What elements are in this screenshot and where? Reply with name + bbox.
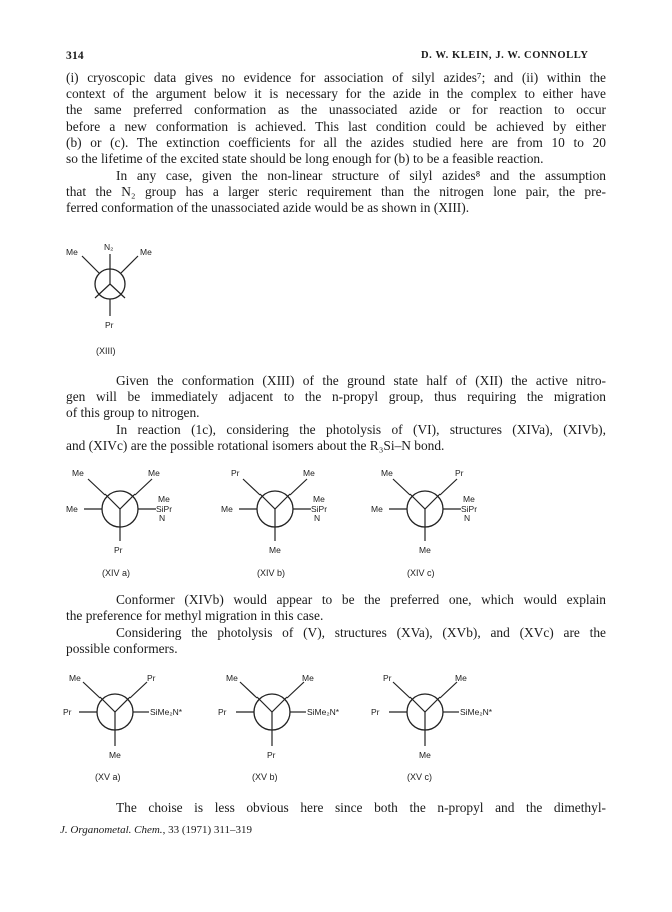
label-right: SiMe₂N* [307,707,340,717]
text-line: of this group to nitrogen. [66,405,200,421]
journal-name: J. Organometal. Chem. [60,824,163,836]
label-bottom: Me [269,545,281,555]
label-right-2: SiPr [461,504,478,514]
label-left: Pr [63,707,72,717]
paragraph-4 [66,422,606,454]
paragraph-6 [66,625,606,657]
structure-xv-b [212,672,362,787]
label-bottom: Me [419,750,431,760]
label-right-3: N [159,513,166,523]
label-left: Me [66,247,78,257]
text-line: The choise is less obvious here since both the n-propyl and the dimethyl- [116,800,606,815]
label-top-right: Me [302,673,314,683]
label-right-2: SiPr [311,504,328,514]
label-left: Me [221,504,233,514]
structure-caption: (XIV c) [407,568,435,578]
text-line: (i) cryoscopic data gives no evidence for association of silyl azides⁷; and (ii) within the [66,70,606,85]
structure-caption: (XV a) [95,772,121,782]
structure-caption: (XV b) [252,772,278,782]
running-head: D. W. KLEIN, J. W. CONNOLLY [421,50,589,61]
label-top-right: Me [303,468,315,478]
structure-caption: (XIII) [96,346,116,356]
page-number: 314 [66,50,84,62]
label-top-right: Me [455,673,467,683]
text-line: Conformer (XIVb) would appear to be the preferred one, which would explain [116,592,606,607]
text-line: In reaction (1c), considering the photolysis of (VI), structures (XIVa), (XIVb), [116,422,606,437]
label-right-3: N [314,513,321,523]
label-right: Me [140,247,152,257]
text-line: Considering the photolysis of (V), structures (XVa), (XVb), and (XVc) are the [116,625,606,640]
label-top-left: Pr [383,673,392,683]
label-bottom: Me [109,750,121,760]
journal-citation: , 33 (1971) 311–319 [162,824,252,836]
paragraph-5 [66,592,606,624]
label-top-left: Me [226,673,238,683]
label-top-left: Pr [231,468,240,478]
label-right-2: SiPr [156,504,173,514]
journal-footer [60,824,252,836]
label-bottom: Pr [267,750,276,760]
label-bottom: Pr [105,320,114,330]
text-line: Given the conformation (XIII) of the ground state half of (XII) the active nitro- [116,373,606,388]
paragraph-3 [66,373,606,422]
text-line: (b) or (c). The extinction coefficients for all the azides studied here are from 10 to 20 [66,134,606,150]
label-left: Me [371,504,383,514]
structure-xiii [60,240,180,365]
label-left: Me [66,504,78,514]
structure-xv-c [365,672,515,787]
paragraph-1 [66,70,606,167]
label-right: SiMe₂N* [150,707,183,717]
paragraph-7 [66,800,606,816]
label-bottom: Me [419,545,431,555]
text-line: that the N₂ group has a larger steric requirement than the nitrogen lone pair, the pre- [66,184,606,200]
label-top-right: Pr [147,673,156,683]
label-top-left: Me [381,468,393,478]
structure-xiv-a [60,465,190,585]
label-bottom: Pr [114,545,123,555]
text-line: In any case, given the non-linear structure of silyl azides⁸ and the assumption [116,168,606,183]
text-line: possible conformers. [66,641,178,657]
text-line: the preference for methyl migration in this case. [66,608,324,624]
structure-caption: (XV c) [407,772,433,782]
label-top-right: Me [148,468,160,478]
text-line: before a new conformation is achieved. This last condition could be achieved by either [66,118,606,134]
label-left: Pr [218,707,227,717]
label-right-1: Me [158,494,170,504]
text-line: context of the argument below it is necessary for the azide in the complex to either have [66,86,606,102]
label-top-left: Me [69,673,81,683]
label-top-right: Pr [455,468,464,478]
text-line: the same preferred conformation as the unassociated azide or for reaction to occur [66,102,606,118]
label-left: Pr [371,707,380,717]
structure-xiv-c [365,465,495,585]
text-line: ferred conformation of the unassociated azide would be as shown in (XIII). [66,200,470,216]
paragraph-2 [66,168,606,217]
label-top: N₂ [104,242,114,252]
structure-xv-a [55,672,205,787]
label-right-3: N [464,513,471,523]
label-right-1: Me [463,494,475,504]
structure-xiv-b [215,465,345,585]
label-right: SiMe₂N* [460,707,493,717]
structure-caption: (XIV a) [102,568,131,578]
label-right-1: Me [313,494,325,504]
structure-caption: (XIV b) [257,568,286,578]
text-line: gen will be immediately adjacent to the n-propyl group, thus requiring the migration [66,389,606,405]
text-line: so the lifetime of the excited state should be long enough for (b) to be a feasible reaction. [66,151,544,167]
label-top-left: Me [72,468,84,478]
text-line: and (XIVc) are the possible rotational isomers about the R₃Si–N bond. [66,438,445,454]
